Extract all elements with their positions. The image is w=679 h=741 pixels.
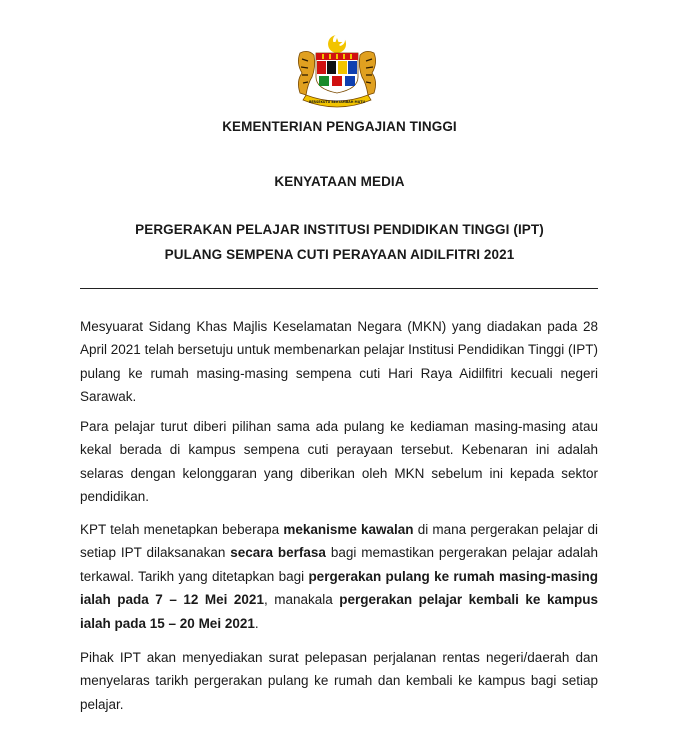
paragraph-3 (80, 518, 598, 635)
malaysia-coat-of-arms-logo (292, 33, 382, 109)
paragraph-3-text-3: bagi memastikan pergerakan pelajar adalah terkawal. Tarikh yang ditetapkan bagi (80, 545, 598, 584)
ministry-name: KEMENTERIAN PENGAJIAN TINGGI (222, 119, 457, 134)
paragraph-3-bold-4: pergerakan pelajar kembali ke kampus ialah pada 15 – 20 Mei 2021 (80, 592, 598, 631)
paragraph-1: Mesyuarat Sidang Khas Majlis Keselamatan Negara (MKN) yang diadakan pada 28 April 2021 telah bersetuju untuk membenarkan pelajar Institusi Pendidikan Tinggi (IPT) pulang ke rumah masing-masing sempena cuti Hari Raya Aidilfitri kecuali negeri Sarawak. (80, 319, 598, 405)
paragraph-3-text-1: KPT telah menetapkan beberapa (80, 522, 284, 537)
paragraph-3-text-4: , manakala (263, 592, 340, 608)
paragraph-3-text-5: . (254, 615, 259, 631)
paragraph-3-text-2: di mana pergerakan pelajar di setiap IPT dilaksanakan (80, 522, 598, 561)
paragraph-3-bold-3: pergerakan pulang ke rumah masing-masing ialah pada 7 – 12 Mei 2021 (80, 568, 598, 608)
title-line-1: PERGERAKAN PELAJAR INSTITUSI PENDIDIKAN TINGGI (IPT) (135, 222, 544, 237)
paragraph-4: Pihak IPT akan menyediakan surat pelepasan perjalanan rentas negeri/daerah dan menyelaras tarikh pergerakan pulang ke rumah dan kembali ke kampus bagi setiap pelajar. (80, 650, 598, 712)
crest-motto: BERSEKUTU BERTAMBAH MUTU (308, 100, 366, 104)
title-line-2: PULANG SEMPENA CUTI PERAYAAN AIDILFITRI 2021 (164, 247, 515, 262)
paragraph-3-bold-2: secara berfasa (230, 545, 326, 561)
paragraph-3-bold-1: mekanisme kawalan (283, 522, 414, 537)
document-type: KENYATAAN MEDIA (274, 174, 405, 189)
header-divider (80, 288, 598, 289)
paragraph-2: Para pelajar turut diberi pilihan sama ada pulang ke kediaman masing-masing atau kekal berada di kampus sempena cuti perayaan tersebut. Kebenaran ini adalah selaras dengan kelonggaran yang diberikan oleh MKN sebelum ini kepada sektor pendidikan. (80, 419, 598, 505)
